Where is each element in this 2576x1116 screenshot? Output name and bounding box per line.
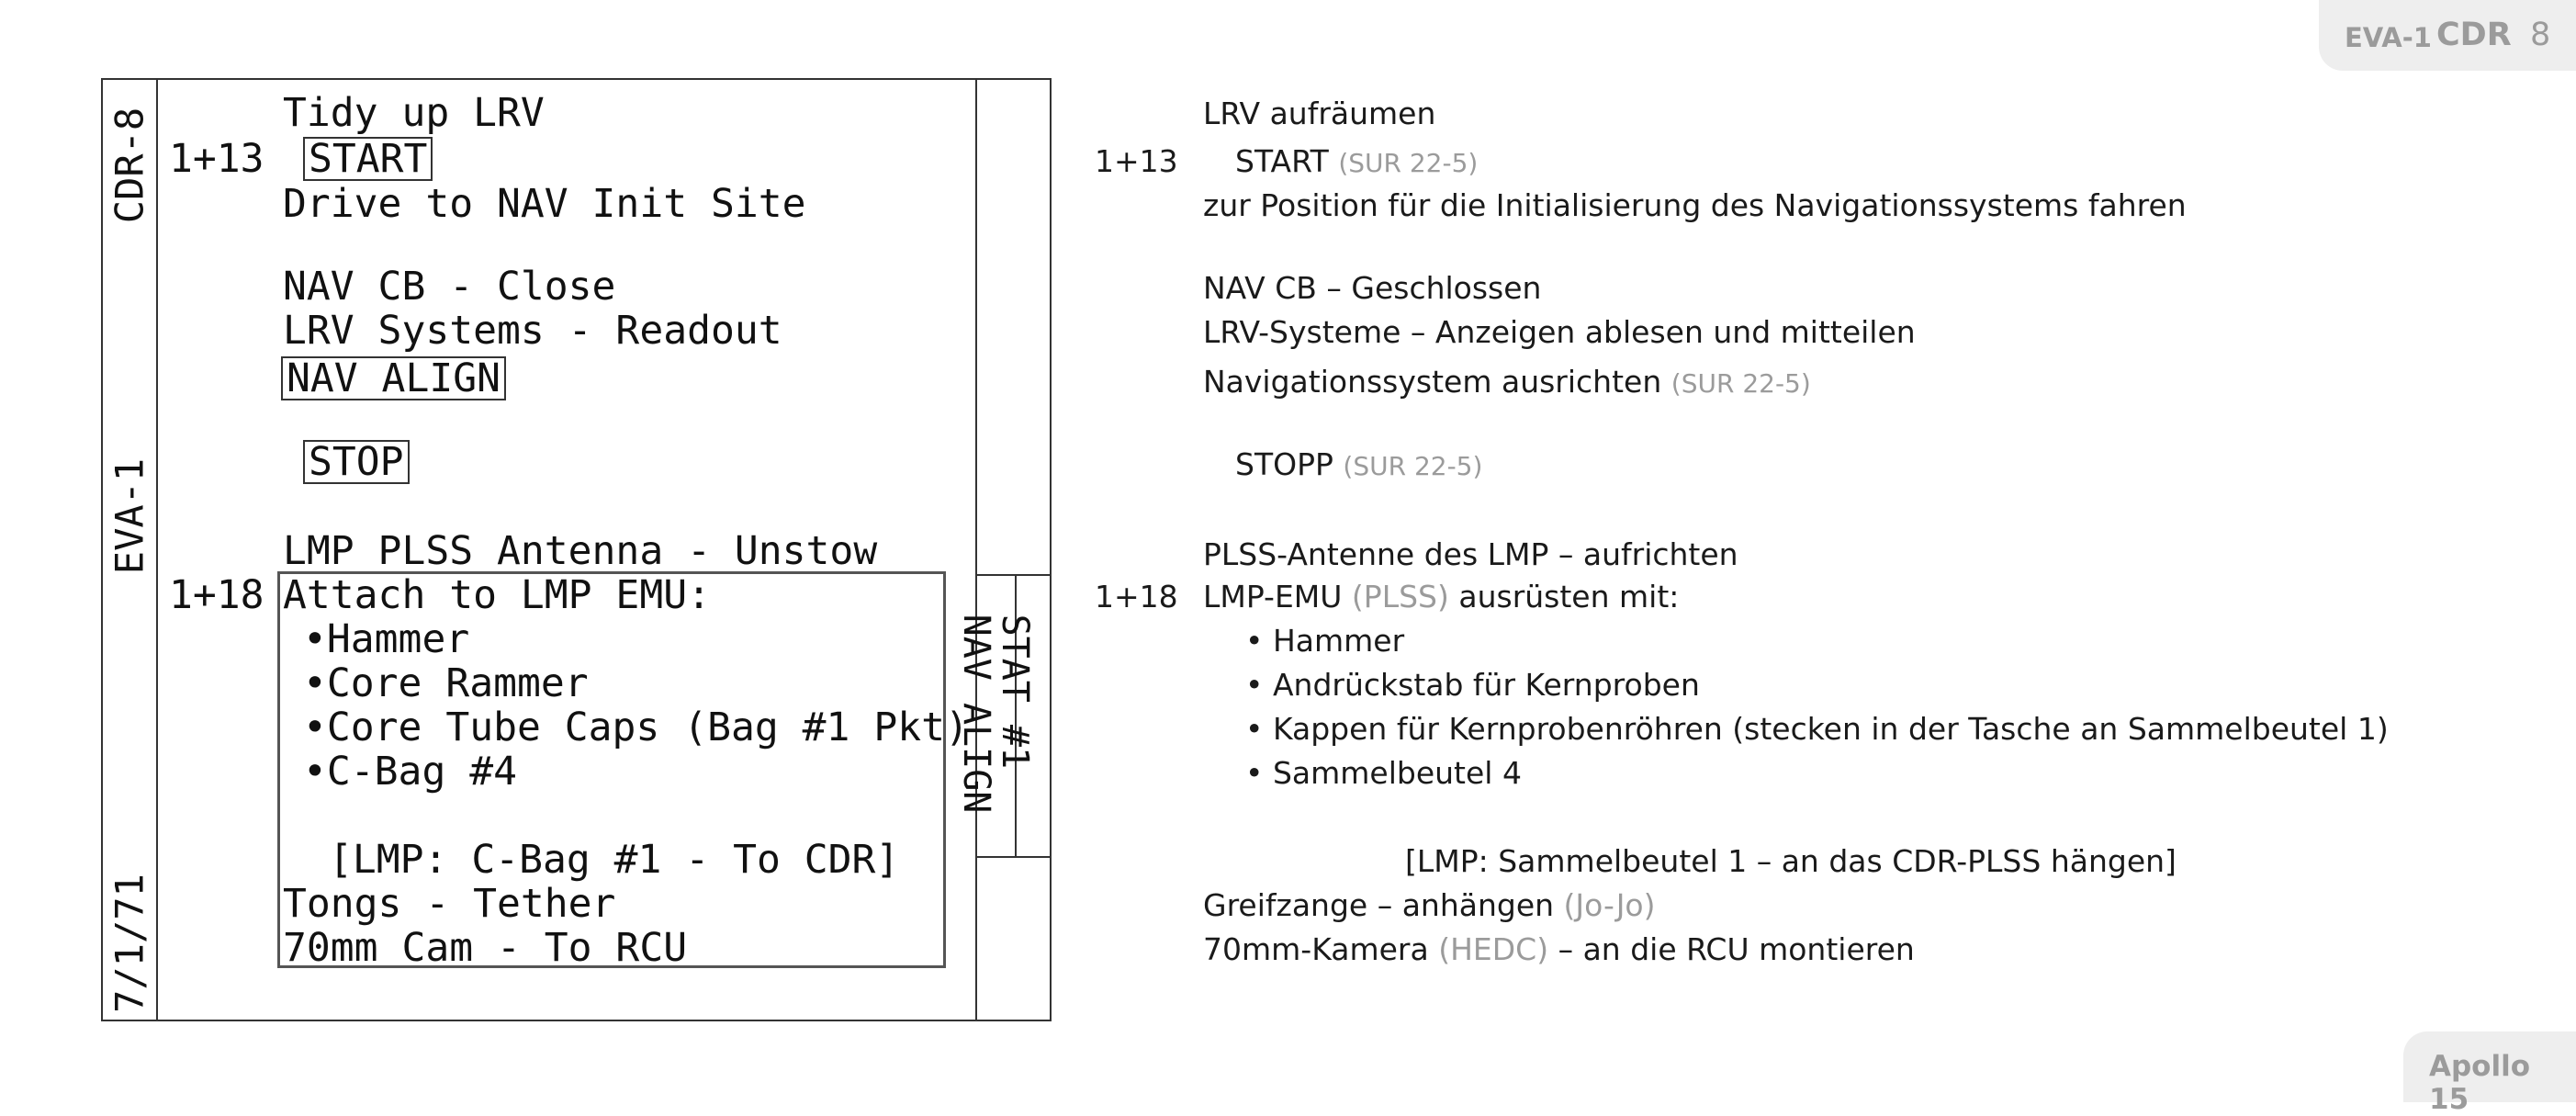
eva-label: EVA-1 — [2345, 22, 2432, 53]
translation-line: LRV aufräumen — [1203, 96, 1436, 131]
bullet-item: •Core Rammer — [303, 660, 589, 706]
translation-line: zur Position für die Initialisierung des Navigationssystems fahren — [1203, 187, 2187, 223]
page-footer-tab — [2403, 1031, 2576, 1116]
translation-line: PLSS-Antenne des LMP – aufrichten — [1203, 536, 1738, 572]
bullet-item: •Hammer — [303, 616, 470, 662]
translation-line: [LMP: Sammelbeutel 1 – an das CDR-PLSS hängen] — [1405, 843, 2177, 879]
translation-line: Navigationssystem ausrichten (SUR 22-5) — [1203, 364, 1811, 400]
translation-line: LMP-EMU (PLSS) ausrüsten mit: — [1203, 579, 1680, 614]
bullet-item: •C-Bag #4 — [303, 749, 517, 795]
elapsed-time: 1+13 — [169, 136, 264, 182]
translation-line: 70mm-Kamera (HEDC) – an die RCU montieren — [1203, 931, 1915, 967]
translation-time: 1+18 — [1095, 579, 1178, 614]
card-line: 70mm Cam - To RCU — [283, 925, 688, 971]
translation-line: NAV CB – Geschlossen — [1203, 270, 1542, 306]
card-line: LMP PLSS Antenna - Unstow — [283, 528, 878, 574]
card-line: LRV Systems - Readout — [283, 308, 782, 354]
stat-nav-align-label: STAT #1 NAV ALIGN — [955, 614, 1036, 814]
card-line: Tongs - Tether — [283, 881, 616, 927]
checklist-card — [101, 78, 1052, 1021]
card-line: [LMP: C-Bag #1 - To CDR] — [329, 837, 900, 883]
card-line: NAV CB - Close — [283, 264, 616, 310]
translation-line: START (SUR 22-5) — [1235, 143, 1479, 179]
page-number: 8 — [2530, 17, 2551, 53]
elapsed-time: 1+18 — [169, 572, 264, 618]
translation-bullet: • Hammer — [1245, 623, 1405, 659]
translation-time: 1+13 — [1095, 143, 1178, 179]
right-divider — [975, 80, 977, 1020]
card-line: Attach to LMP EMU: — [283, 572, 711, 618]
stop-box: STOP — [303, 440, 410, 484]
mission-label: Apollo 15 — [2429, 1050, 2531, 1116]
start-box: START — [303, 137, 433, 181]
translation-bullet: • Kappen für Kernprobenröhren (stecken in der Tasche an Sammelbeutel 1) — [1245, 711, 2389, 747]
translation-line: LRV-Systeme – Anzeigen ablesen und mitteilen — [1203, 314, 1916, 350]
translation-bullet: • Sammelbeutel 4 — [1245, 755, 1522, 791]
side-label-date: 7/1/71 — [107, 874, 152, 1013]
page-header-tab — [2319, 0, 2576, 71]
side-label-cdr: CDR-8 — [107, 107, 152, 224]
translation-line: Greifzange – anhängen (Jo-Jo) — [1203, 887, 1656, 923]
crew-label: CDR — [2436, 17, 2512, 53]
card-line: Drive to NAV Init Site — [283, 181, 806, 227]
stat-top-rule — [975, 574, 1052, 576]
nav-align-box: NAV ALIGN — [281, 356, 506, 400]
stat-bottom-rule — [975, 856, 1052, 858]
bullet-item: •Core Tube Caps (Bag #1 Pkt) — [303, 705, 969, 750]
left-divider — [156, 80, 158, 1020]
card-line: Tidy up LRV — [283, 90, 545, 136]
translation-line: STOPP (SUR 22-5) — [1235, 446, 1483, 482]
translation-bullet: • Andrückstab für Kernproben — [1245, 667, 1700, 703]
side-label-eva: EVA-1 — [107, 457, 152, 575]
